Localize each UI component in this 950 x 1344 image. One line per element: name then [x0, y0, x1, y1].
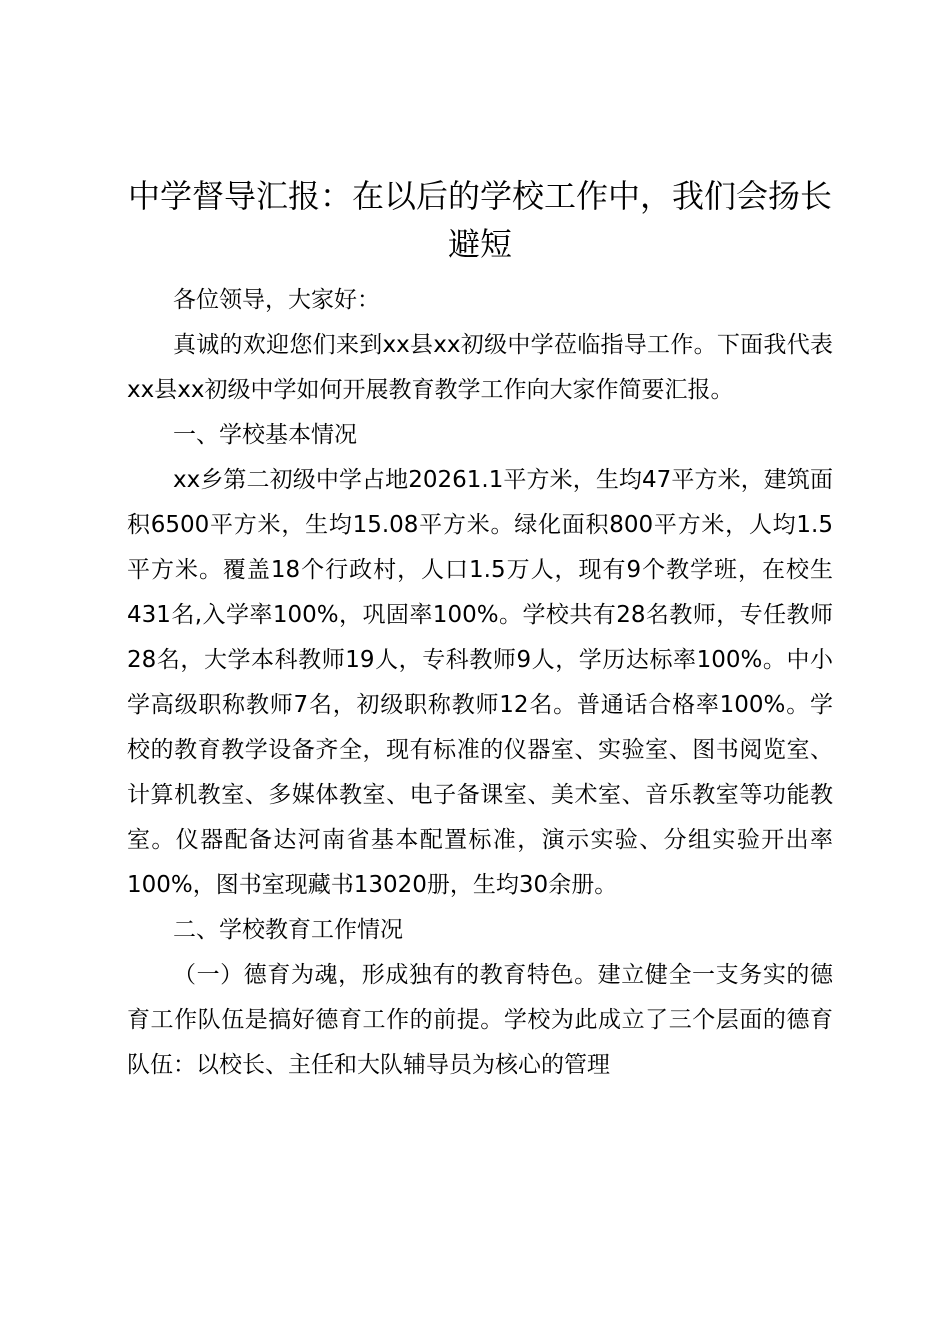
greeting-paragraph: 各位领导，大家好：	[173, 287, 380, 313]
section-2-heading: 二、学校教育工作情况	[173, 917, 403, 943]
section-2-paragraph: （一）德育为魂，形成独有的教育特色。建立健全一支务实的德育工作队伍是搞好德育工作的前提。学校为此成立了三个层面的德育队伍：以校长、主任和大队辅导员为核心的管理	[127, 962, 833, 1078]
document-body	[127, 172, 833, 1088]
section-1-heading: 一、学校基本情况	[173, 422, 357, 448]
section-1-paragraph: xx乡第二初级中学占地20261.1平方米，生均47平方米，建筑面积6500平方米，生均15.08平方米。绿化面积800平方米，人均1.5平方米。覆盖18个行政村，人口1.5万人，现有9个教学班，在校生431名,入学率100%，巩固率100%。学校共有28名教师，专任教师28名，大学本科教师19人，专科教师9人，学历达标率100%。中小学高级职称教师7名，初级职称教师12名。普通话合格率100%。学校的教育教学设备齐全，现有标准的仪器室、实验室、图书阅览室、计算机教室、多媒体教室、电子备课室、美术室、音乐教室等功能教室。仪器配备达河南省基本配置标准，演示实验、分组实验开出率100%，图书室现藏书13020册，生均30余册。	[127, 467, 833, 898]
document-title: 中学督导汇报：在以后的学校工作中，我们会扬长避短	[127, 177, 832, 263]
intro-paragraph: 真诚的欢迎您们来到xx县xx初级中学莅临指导工作。下面我代表xx县xx初级中学如何开展教育教学工作向大家作简要汇报。	[127, 332, 833, 403]
